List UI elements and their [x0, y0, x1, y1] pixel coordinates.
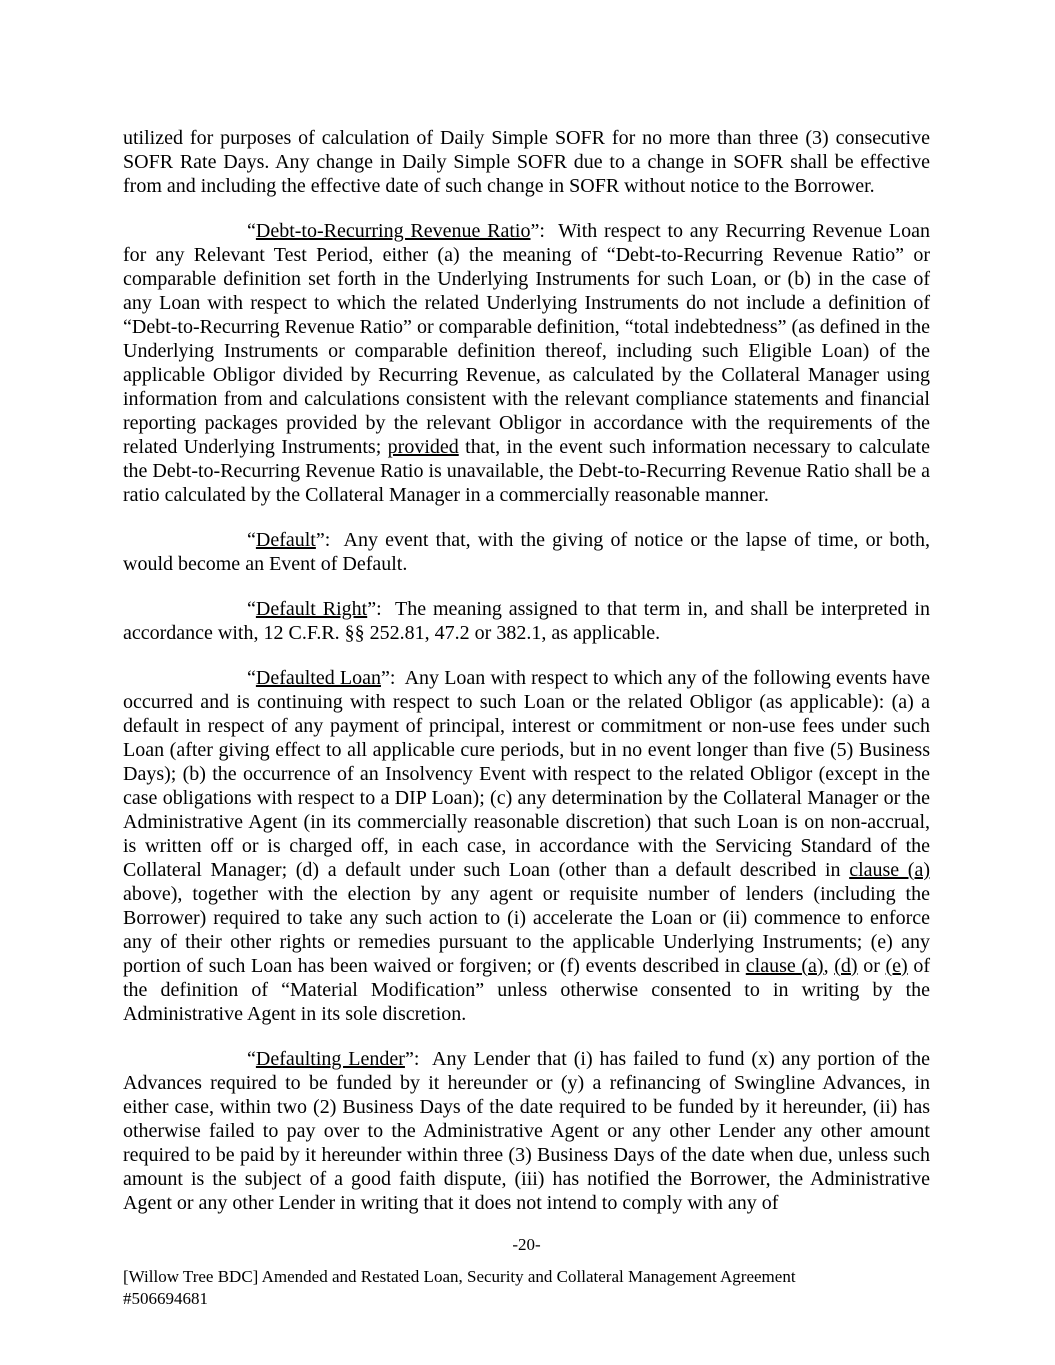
- defined-term: clause (a): [745, 955, 824, 977]
- paragraph: [123, 219, 930, 507]
- paragraph: [123, 528, 930, 576]
- text-run: ”: With respect to any Recurring Revenue Loan for any Relevant Test Period, either (a) the meaning of “Debt-to-Recurring Revenue Ratio” or comparable definition set forth in the Underlying Instruments for such Loan, or (b) in the case of any Loan with respect to which the related Underlying Instruments do not include a definition of “Debt-to-Recurring Revenue Ratio” or comparable definition, “total indebtedness” (as defined in the Underlying Instruments or comparable definition thereof, including such Eligible Loan) of the applicable Obligor divided by Recurring Revenue, as calculated by the Collateral Manager using information from and calculations consistent with the relevant compliance statements and financial reporting packages provided by the relevant Obligor in accordance with the requirements of the related Underlying Instruments;: [123, 220, 930, 458]
- text-run: that, in the event such information necessary to calculate the Debt-to-Recurring Revenue Ratio is unavailable, the Debt-to-Recurring Revenue Ratio shall be a ratio calculated by the Collateral Manager in a commercially reasonable manner.: [123, 436, 930, 506]
- footer-doc-title: [Willow Tree BDC] Amended and Restated Loan, Security and Collateral Management Agreement: [123, 1267, 796, 1286]
- text-run: “: [247, 1048, 256, 1070]
- footer-doc-number: #506694681: [123, 1289, 208, 1308]
- paragraph: [123, 126, 930, 198]
- defined-term: Default Right: [255, 598, 368, 620]
- text-run: “: [247, 220, 256, 242]
- text-run: ”: The meaning assigned to that term in, and shall be interpreted in accordance with, 12 C.F.R. §§ 252.81, 47.2 or 382.1, as applicable.: [123, 598, 930, 644]
- defined-term: clause (a): [849, 859, 930, 881]
- text-run: or: [857, 955, 886, 977]
- defined-term: Default: [255, 529, 316, 551]
- defined-term: (e): [885, 955, 908, 977]
- defined-term: Debt-to-Recurring Revenue Ratio: [255, 220, 531, 242]
- paragraph: [123, 1047, 930, 1215]
- defined-term: provided: [387, 436, 459, 458]
- text-run: “: [247, 598, 256, 620]
- text-run: of the definition of “Material Modification” unless otherwise consented to in writing by the Administrative Agent in its sole discretion.: [123, 955, 930, 1025]
- defined-term: Defaulted Loan: [255, 667, 381, 689]
- defined-term: Defaulting Lender: [255, 1048, 405, 1070]
- text-run: ,: [823, 955, 835, 977]
- text-run: utilized for purposes of calculation of Daily Simple SOFR for no more than three (3) consecutive SOFR Rate Days. Any change in Daily Simple SOFR due to a change in SOFR shall be effective from and including the effective date of such change in SOFR without notice to the Borrower.: [123, 127, 930, 197]
- text-run: ”: Any Loan with respect to which any of the following events have occurred and is continuing with respect to such Loan or the related Obligor (as applicable): (a) a default in respect of any payment of principal, interest or commitment or non-use fees under such Loan (after giving effect to all applicable cure periods, but in no event longer than five (5) Business Days); (b) the occurrence of an Insolvency Event with respect to the related Obligor (except in the case obligations with respect to a DIP Loan); (c) any determination by the Collateral Manager or the Administrative Agent (in its commercially reasonable discretion) that such Loan is on non-accrual, is written off or is charged off, in each case, in accordance with the Servicing Standard of the Collateral Manager; (d) a default under such Loan (other than a default described in: [123, 667, 930, 881]
- text-run: “: [247, 529, 256, 551]
- text-run: “: [247, 667, 256, 689]
- page-footer: [123, 1234, 930, 1310]
- paragraph: [123, 597, 930, 645]
- document-body: [123, 126, 930, 1236]
- defined-term: (d): [834, 955, 858, 977]
- text-run: ”: Any Lender that (i) has failed to fund (x) any portion of the Advances required to be funded by it hereunder or (y) a refinancing of Swingline Advances, in either case, within two (2) Business Days of the date required to be funded by it hereunder, (ii) has otherwise failed to pay over to the Administrative Agent or any other Lender any other amount required to be paid by it hereunder within three (3) Business Days of the date when due, unless such amount is the subject of a good faith dispute, (iii) has notified the Borrower, the Administrative Agent or any other Lender in writing that it does not intend to comply with any of: [123, 1048, 930, 1214]
- text-run: above), together with the election by any agent or requisite number of lenders (including the Borrower) required to take any such action to (i) accelerate the Loan or (ii) commence to enforce any of their other rights or remedies pursuant to the applicable Underlying Instruments; (e) any portion of such Loan has been waived or forgiven; or (f) events described in: [123, 883, 930, 977]
- page-number: -20-: [512, 1235, 541, 1254]
- text-run: ”: Any event that, with the giving of notice or the lapse of time, or both, would become an Event of Default.: [123, 529, 930, 575]
- paragraph: [123, 666, 930, 1026]
